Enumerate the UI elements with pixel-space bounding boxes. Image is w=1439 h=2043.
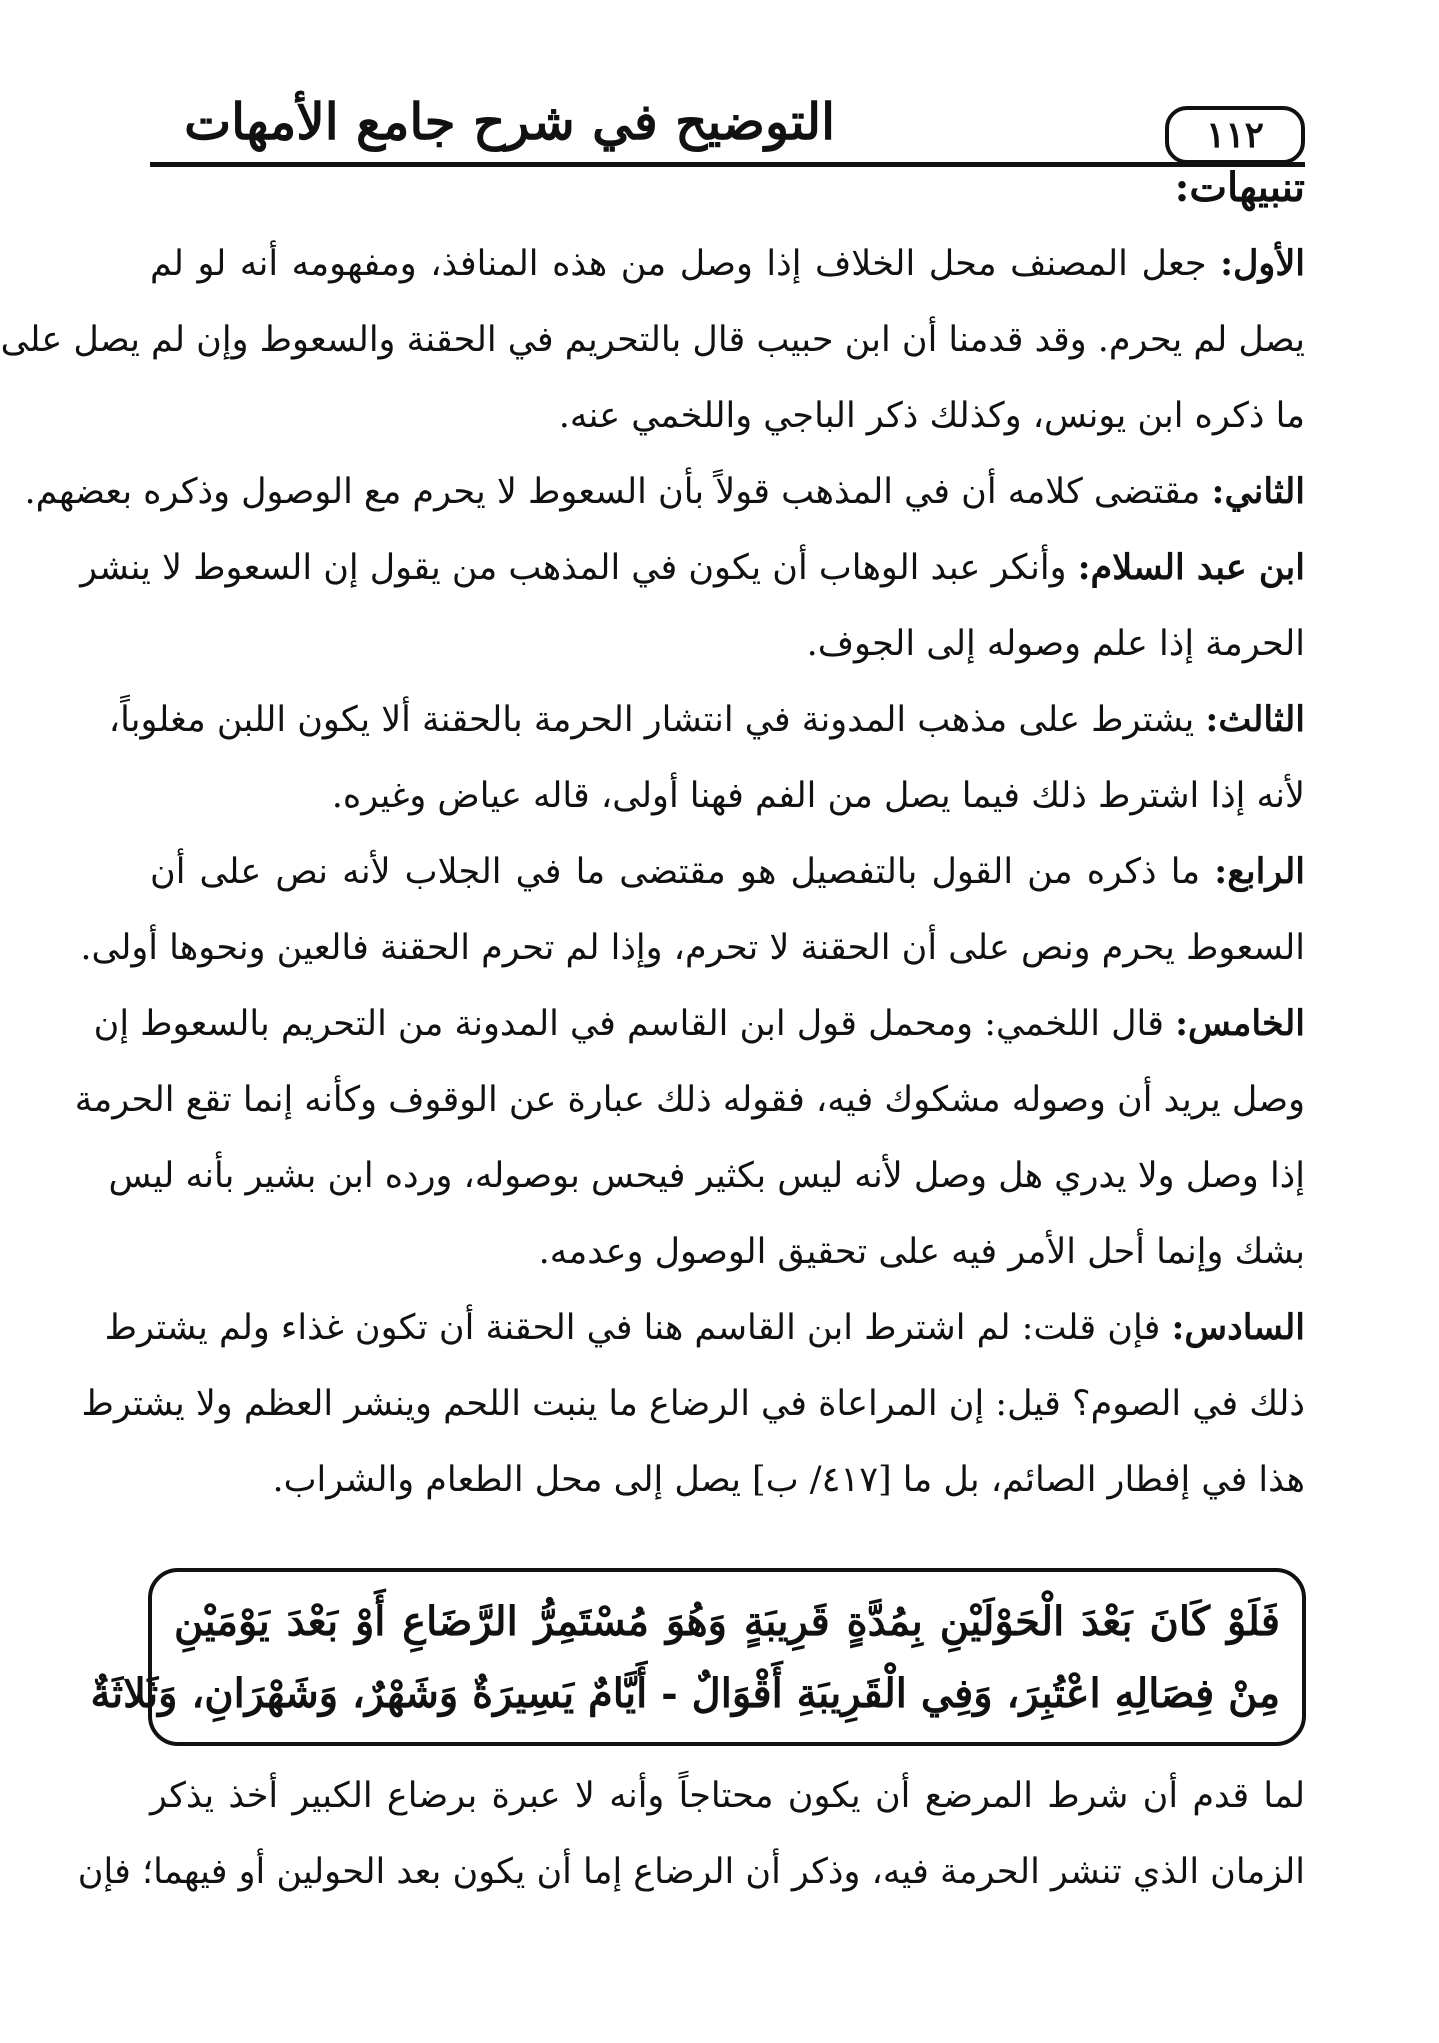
paragraph-line: ما ذكره ابن يونس، وكذلك ذكر الباجي واللخمي عنه. [558, 396, 1305, 436]
paragraph-line [150, 226, 1305, 302]
paragraph-text: وأنكر عبد الوهاب أن يكون في المذهب من يقول إن السعوط لا ينشر [80, 548, 1078, 588]
paragraph-line [104, 1290, 1305, 1366]
book-title: التوضيح في شرح جامع الأمهات [184, 92, 835, 151]
paragraph-line: هذا في إفطار الصائم، بل ما [٤١٧/ ب] يصل إلى محل الطعام والشراب. [272, 1460, 1305, 1500]
paragraph-line: الحرمة إذا علم وصوله إلى الجوف. [806, 624, 1305, 664]
matn-line: مِنْ فِصَالِهِ اعْتُبِرَ، وَفِي الْقَرِيبَةِ أَقْوَالٌ - أَيَّامٌ يَسِيرَةٌ وَشَهْرٌ، وَشَهْرَانِ، وَثَلاثَةٌ [90, 1670, 1280, 1717]
paragraph-line: ذلك في الصوم؟ قيل: إن المراعاة في الرضاع ما ينبت اللحم وينشر العظم ولا يشترط [81, 1384, 1305, 1424]
paragraph-lead: الرابع: [1214, 851, 1305, 892]
paragraph-line [108, 682, 1305, 758]
paragraph-lead: السادس: [1171, 1307, 1305, 1348]
commentary-section [0, 150, 1305, 1518]
paragraph-line [80, 530, 1305, 606]
paragraph-text: يشترط على مذهب المدونة في انتشار الحرمة بالحقنة ألا يكون اللبن مغلوباً، [108, 700, 1206, 740]
paragraph-line: وصل يريد أن وصوله مشكوك فيه، فقوله ذلك عبارة عن الوقوف وكأنه إنما تقع الحرمة [74, 1080, 1305, 1120]
matn-box [90, 1568, 1306, 1746]
paragraph-line [24, 454, 1305, 530]
paragraph-text: قال اللخمي: ومحمل قول ابن القاسم في المدونة من التحريم بالسعوط إن [93, 1004, 1176, 1044]
paragraph-line: يصل لم يحرم. وقد قدمنا أن ابن حبيب قال بالتحريم في الحقنة والسعوط وإن لم يصل على [0, 320, 1305, 360]
paragraph-line: بشك وإنما أحل الأمر فيه على تحقيق الوصول وعدمه. [538, 1232, 1305, 1272]
paragraph-lead: الخامس: [1175, 1003, 1305, 1044]
paragraph-lead: الثالث: [1205, 699, 1305, 740]
paragraph-line [150, 834, 1305, 910]
closing-section [77, 1758, 1305, 1910]
paragraph-line: الزمان الذي تنشر الحرمة فيه، وذكر أن الرضاع إما أن يكون بعد الحولين أو فيهما؛ فإن [77, 1852, 1305, 1892]
page-number: ١١٢ [1165, 106, 1305, 164]
paragraph-text: جعل المصنف محل الخلاف إذا وصل من هذه المنافذ، ومفهومه أنه لو لم [150, 244, 1221, 284]
paragraph-lead: الثاني: [1211, 471, 1305, 512]
notices-heading: تنبيهات: [1174, 164, 1305, 211]
paragraph-line: لما قدم أن شرط المرضع أن يكون محتاجاً وأنه لا عبرة برضاع الكبير أخذ يذكر [150, 1776, 1305, 1816]
matn-line: فَلَوْ كَانَ بَعْدَ الْحَوْلَيْنِ بِمُدَّةٍ قَرِيبَةٍ وَهُوَ مُسْتَمِرُّ الرَّضَاعِ أَوْ بَعْدَ يَوْمَيْنِ [174, 1598, 1280, 1645]
paragraph-line: السعوط يحرم ونص على أن الحقنة لا تحرم، وإذا لم تحرم الحقنة فالعين ونحوها أولى. [80, 928, 1305, 968]
paragraph-line: لأنه إذا اشترط ذلك فيما يصل من الفم فهنا أولى، قاله عياض وغيره. [331, 776, 1305, 816]
paragraph-text: فإن قلت: لم اشترط ابن القاسم هنا في الحقنة أن تكون غذاء ولم يشترط [104, 1308, 1172, 1348]
paragraph-lead: ابن عبد السلام: [1077, 547, 1305, 588]
paragraph-line [93, 986, 1305, 1062]
notices-heading-row [150, 150, 1305, 226]
paragraph-text: ما ذكره من القول بالتفصيل هو مقتضى ما في الجلاب لأنه نص على أن [150, 852, 1215, 892]
paragraph-line: إذا وصل ولا يدري هل وصل لأنه ليس بكثير فيحس بوصوله، ورده ابن بشير بأنه ليس [108, 1156, 1305, 1196]
paragraph-text: مقتضى كلامه أن في المذهب قولاً بأن السعوط لا يحرم مع الوصول وذكره بعضهم. [24, 472, 1212, 512]
paragraph-lead: الأول: [1220, 243, 1305, 284]
